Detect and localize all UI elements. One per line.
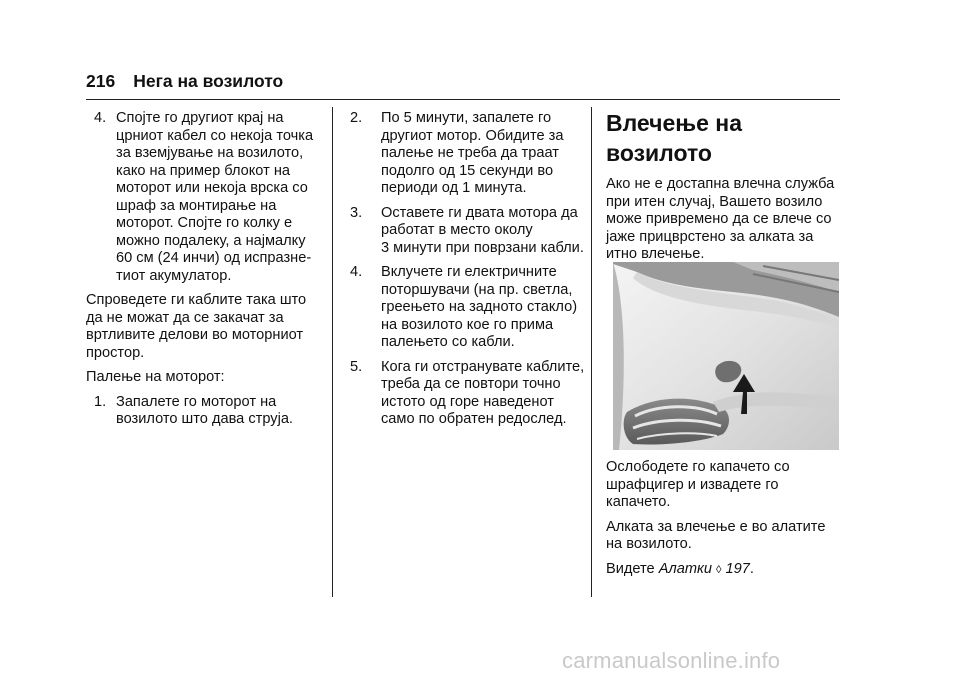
text-line: Оставете ги двата мотора да	[381, 204, 578, 221]
column-2	[350, 110, 586, 429]
figure-caption	[606, 459, 842, 512]
title-line: Влечење на	[606, 110, 742, 136]
paragraph-start-engine: Палење на моторот:	[86, 369, 225, 385]
text-line: да не можат да се закачат за	[86, 309, 284, 326]
text-line: за вземјување на возилото,	[116, 145, 304, 161]
text-line: Кога ги отстранувате каблите,	[381, 358, 585, 375]
text-line: греењето на задното стакло)	[381, 299, 578, 315]
text-line: капачето.	[606, 494, 671, 510]
page-number: 216	[86, 71, 116, 91]
text-line: итно влечење.	[606, 246, 705, 262]
text-line: Спојте го другиот крај на	[116, 110, 284, 126]
section-title	[606, 108, 842, 168]
text-line: црниот кабел со некоја точка	[116, 127, 314, 144]
text-line: другиот мотор. Обидите за	[381, 127, 564, 144]
text-line: моторот. Спојте го колку е	[116, 215, 293, 231]
paragraph-cables	[86, 292, 324, 362]
list-number: 2.	[350, 110, 363, 126]
text-line: само по обратен редослед.	[381, 411, 567, 427]
page-ref-icon: ◊	[716, 563, 722, 576]
text-line: периоди од 1 минута.	[381, 180, 527, 196]
text-line: возилото што дава струја.	[116, 411, 293, 427]
list-item-5	[350, 359, 586, 429]
text-line: треба да се повтори точно	[381, 376, 561, 392]
list-number: 4.	[350, 264, 363, 280]
text-line: работат в место околу	[381, 222, 533, 238]
list-number: 3.	[350, 204, 363, 221]
column-1	[86, 110, 324, 429]
see-suffix: .	[749, 560, 754, 577]
text-line: јаже прицврстено за алката за	[606, 228, 814, 245]
intro-paragraph	[606, 176, 842, 264]
text-line: поторшувачи (на пр. светла,	[381, 281, 573, 298]
text-line: шраф за монтирање на	[116, 197, 277, 214]
text-line: Спроведете ги каблите така што	[86, 292, 307, 308]
page-header	[86, 71, 283, 92]
text-line: 3 минути при поврзани кабли.	[381, 239, 584, 256]
text-line: може привремено да се влече со	[606, 211, 832, 227]
text-line: вртливите делови во моторниот	[86, 327, 304, 343]
title-line: возилото	[606, 140, 712, 166]
text-line: шрафцигер и извадете го	[606, 476, 779, 493]
column-divider-2	[591, 107, 592, 597]
watermark: carmanualsonline.info	[562, 648, 781, 673]
page-title: Нега на возилото	[133, 71, 284, 91]
list-number: 1.	[94, 393, 107, 410]
list-item-3	[350, 205, 586, 258]
column-3	[606, 108, 842, 264]
text-line: на возилото.	[606, 536, 692, 552]
list-item-1	[86, 394, 324, 429]
list-number: 5.	[350, 358, 363, 375]
text-line: палење не треба да траат	[381, 145, 559, 161]
text-line: Ослободете го капачето со	[606, 459, 790, 475]
text-line: тиот акумулатор.	[116, 267, 232, 284]
text-line: палењето со кабли.	[381, 334, 515, 350]
text-line: моторот или некоја врска со	[116, 180, 308, 196]
text-line: 60 см (24 инчи) од испразне-	[116, 250, 312, 266]
header-divider	[86, 99, 840, 100]
tools-link[interactable]: Алатки	[658, 560, 712, 577]
page-ref-number[interactable]: 197	[725, 560, 750, 577]
text-line: при итен случај, Вашето возило	[606, 193, 823, 210]
text-line: простор.	[86, 344, 145, 361]
list-item-2	[350, 110, 586, 198]
column-3-lower	[606, 459, 842, 579]
text-line: По 5 минути, запалете го	[381, 110, 552, 126]
see-reference	[606, 561, 842, 580]
bumper-illustration	[613, 262, 839, 450]
see-prefix: Видете	[606, 560, 659, 577]
text-line: Ако не е достапна влечна служба	[606, 176, 835, 192]
text-line: Алката за влечење е во алатите	[606, 518, 826, 535]
text-line: на возилото кое го прима	[381, 316, 554, 333]
list-item-4	[86, 110, 324, 285]
list-number: 4.	[94, 110, 107, 126]
list-item-4b	[350, 264, 586, 352]
text-line: како на пример блокот на	[116, 162, 291, 179]
text-line: истото од горе наведенот	[381, 393, 554, 410]
text-line: Запалете го моторот на	[116, 393, 277, 410]
column-divider-1	[332, 107, 333, 597]
text-line: можно подалеку, а најмалку	[116, 232, 306, 249]
text-line: Вклучете ги електричните	[381, 264, 557, 280]
text-line: подолго од 15 секунди во	[381, 162, 554, 179]
tools-paragraph	[606, 519, 842, 554]
